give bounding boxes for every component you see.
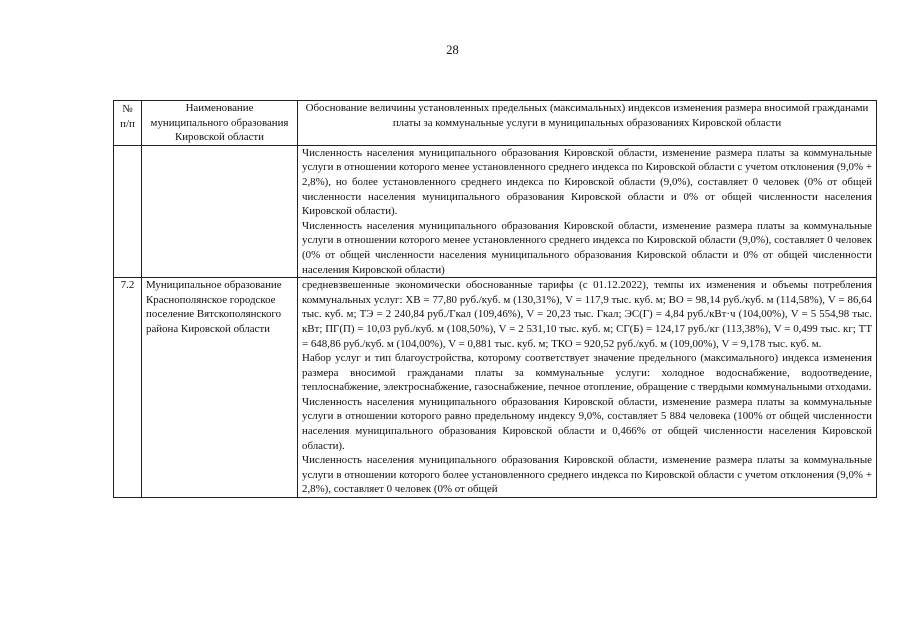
header-num: № п/п <box>114 101 142 146</box>
tariff-justification-table <box>113 100 877 498</box>
justification-paragraph: Численность населения муниципального образования Кировской области, изменение размера платы за коммунальные услуги в отношении которого менее установленного среднего индекса по Кировской области с учетом отклонения (9,0% + 2,8%), но более установленного среднего индекса по Кировской области (9,0%), составляет 0 человек (0% от общей численности населения муниципального образования Кировской области и 0% от общей численности населения Кировской области). <box>302 146 872 218</box>
justification-paragraph: Численность населения муниципального образования Кировской области, изменение размера платы за коммунальные услуги в отношении которого равно предельному индексу 9,0%, составляет 5 884 человека (100% от общей численности населения муниципального образования Кировской области и 0,466% от общей численности населения Кировской области). <box>302 395 872 452</box>
page-number: 28 <box>446 43 459 57</box>
justification-paragraph: Численность населения муниципального образования Кировской области, изменение размера платы за коммунальные услуги в отношении которого менее установленного среднего индекса по Кировской области (9,0%), составляет 0 человек (0% от общей численности населения муниципального образования Кировской области и 0% от общей численности населения Кировской области) <box>302 219 872 276</box>
justification-paragraph: Численность населения муниципального образования Кировской области, изменение размера платы за коммунальные услуги в отношении которого более установленного среднего индекса по Кировской области с учетом отклонения (9,0% + 2,8%), составляет 0 человек (0% от общей <box>302 454 872 496</box>
table-row <box>114 145 877 277</box>
row-justification <box>298 278 877 498</box>
row-num <box>114 145 142 277</box>
header-municipality-name: Наименование муниципального образования Кировской области <box>142 101 298 146</box>
justification-paragraph: Набор услуг и тип благоустройства, которому соответствует значение предельного (максимального) индекса изменения размера вносимой гражданами платы за коммунальные услуги: холодное водоснабжение, водоотведение, теплоснабжение, электроснабжение, газоснабжение, печное отопление, обращение с твердыми коммунальными отходами. <box>302 352 872 394</box>
row-num: 7.2 <box>114 278 142 498</box>
row-municipality-name <box>142 145 298 277</box>
justification-paragraph: средневзвешенные экономически обоснованные тарифы (с 01.12.2022), темпы их изменения и объемы потребления коммунальных услуг: ХВ = 77,80 руб./куб. м (130,31%), V = 117,9 тыс. куб. м; ВО = 98,14 руб./куб. м (114,58%), V = 86,64 тыс. куб. м; ТЭ = 2 240,84 руб./Гкал (109,46%), V = 20,23 тыс. Гкал; ЭС(Г) = 4,84 руб./кВт·ч (104,00%), V = 5 554,98 тыс. кВт; ПГ(П) = 10,03 руб./куб. м (108,50%), V = 2 531,10 тыс. куб. м; СГ(Б) = 124,17 руб./кг (113,38%), V = 0,499 тыс. кг; ТТ = 648,86 руб./куб. м (104,00%), V = 0,881 тыс. куб. м; ТКО = 920,52 руб./куб. м (109,00%), V = 9,178 тыс. куб. м. <box>302 279 872 350</box>
table-header-row <box>114 101 877 146</box>
table-row <box>114 278 877 498</box>
row-municipality-name: Муниципальное образование Краснополянское городское поселение Вятскополянского района Кировской области <box>142 278 298 498</box>
row-justification <box>298 145 877 277</box>
header-justification: Обоснование величины установленных предельных (максимальных) индексов изменения размера вносимой гражданами платы за коммунальные услуги в муниципальных образованиях Кировской области <box>298 101 877 146</box>
